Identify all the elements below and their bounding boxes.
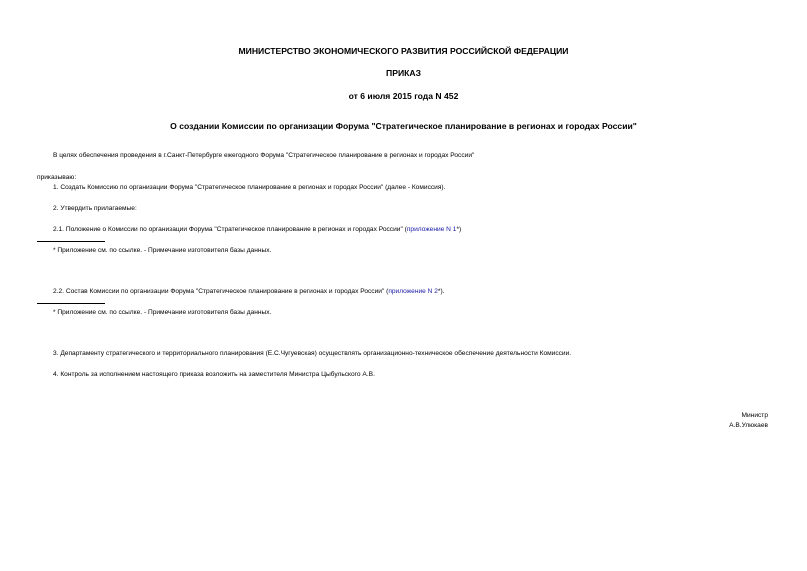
ministry-title: МИНИСТЕРСТВО ЭКОНОМИЧЕСКОГО РАЗВИТИЯ РОССИЙСКОЙ ФЕДЕРАЦИИ <box>238 46 569 56</box>
item-3: 3. Департаменту стратегического и территориального планирования (Е.С.Чугуевская) осуществлять организационно-техническое обеспечение деятельности Комиссии. <box>53 350 572 357</box>
signature-title: Министр <box>741 412 768 419</box>
appendix-2-link[interactable]: приложение N 2 <box>388 288 438 295</box>
document-subject: О создании Комиссии по организации Форума "Стратегическое планирование в регионах и городах России" <box>170 121 637 131</box>
orders-line: приказываю: <box>37 174 77 181</box>
footnote-1: * Приложение см. по ссылке. - Примечание изготовителя базы данных. <box>53 247 272 254</box>
item-1: 1. Создать Комиссию по организации Форума "Стратегическое планирование в регионах и городах России" (далее - Комиссия). <box>53 184 446 191</box>
footnote-divider <box>37 241 105 242</box>
signature-name: А.В.Улюкаев <box>729 422 768 429</box>
item-4: 4. Контроль за исполнением настоящего приказа возложить на заместителя Министра Цыбульского А.В. <box>53 371 375 378</box>
item-2: 2. Утвердить прилагаемые: <box>53 205 137 212</box>
item-2-1 <box>53 226 461 233</box>
footnote-divider <box>37 303 105 304</box>
item-2-1-text: 2.1. Положение о Комиссии по организации Форума "Стратегическое планирование в регионах и городах России" ( <box>53 226 407 233</box>
item-2-2-text: 2.2. Состав Комиссии по организации Форума "Стратегическое планирование в регионах и городах России" ( <box>53 288 389 295</box>
item-2-1-tail: *) <box>456 226 462 233</box>
document-type: ПРИКАЗ <box>386 68 421 78</box>
item-2-2-tail: *). <box>437 288 445 295</box>
item-2-2 <box>53 288 445 295</box>
document-date-number: от 6 июля 2015 года N 452 <box>348 91 459 101</box>
intro-paragraph: В целях обеспечения проведения в г.Санкт-Петербурге ежегодного Форума "Стратегическое планирование в регионах и городах России" <box>53 152 475 159</box>
footnote-2: * Приложение см. по ссылке. - Примечание изготовителя базы данных. <box>53 309 272 316</box>
appendix-1-link[interactable]: приложение N 1 <box>406 226 457 233</box>
